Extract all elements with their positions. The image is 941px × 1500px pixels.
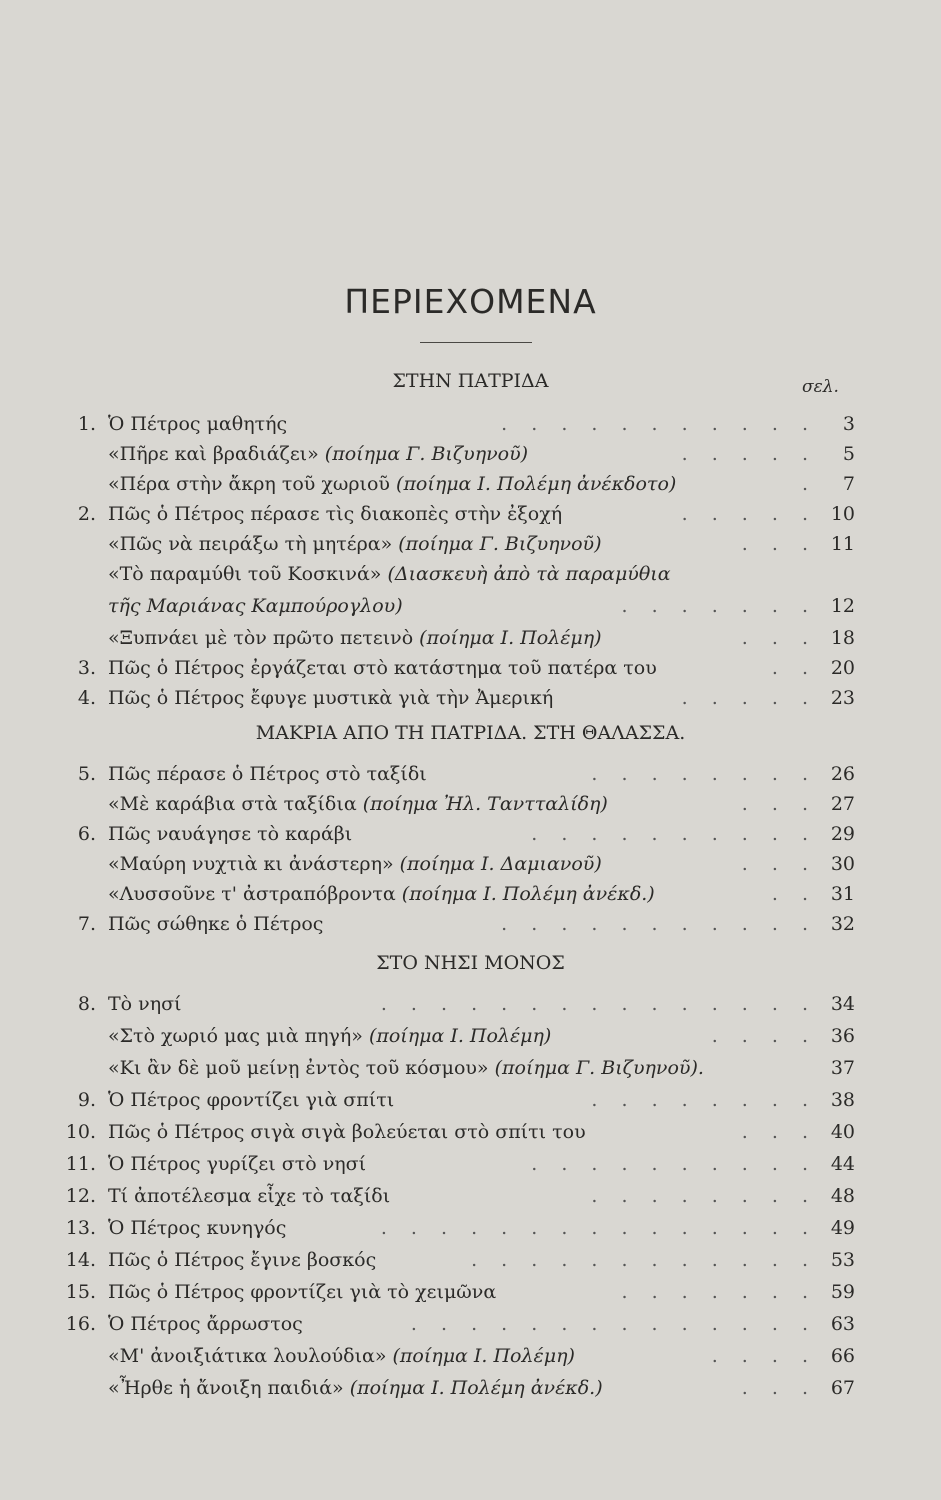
dot-leader: . . . — [741, 1377, 817, 1399]
entry-page: 32 — [830, 913, 855, 935]
entry-title: «Μὲ καράβια στὰ ταξίδια (ποίημα Ἠλ. Ταντταλίδη) — [108, 793, 608, 815]
entry-page: 40 — [830, 1121, 855, 1143]
entry-page: 34 — [830, 993, 855, 1015]
entry-title: «Πῆρε καὶ βραδιάζει» (ποίημα Γ. Βιζυηνοῦ) — [108, 443, 529, 465]
entry-number: 13. — [65, 1217, 96, 1239]
entry-number: 15. — [65, 1281, 96, 1303]
entry-page: 53 — [830, 1249, 855, 1271]
toc-entry[interactable] — [77, 1086, 855, 1114]
dot-leader: . . . . . . . . . . . — [501, 913, 817, 935]
entry-title: Πῶς ὁ Πέτρος σιγὰ σιγὰ βολεύεται στὸ σπίτι του — [108, 1121, 586, 1143]
toc-entry[interactable] — [77, 410, 855, 438]
dot-leader: . . . . . . . — [621, 1281, 817, 1303]
entry-page: 66 — [830, 1345, 855, 1367]
page-title: ΠΕΡΙΕΧΟΜΕΝΑ — [344, 282, 597, 321]
entry-title: Πῶς ὁ Πέτρος ἔγινε βοσκός — [108, 1249, 377, 1271]
entry-number: 14. — [65, 1249, 96, 1271]
entry-title: Πῶς σώθηκε ὁ Πέτρος — [108, 913, 324, 935]
entry-page: 49 — [830, 1217, 855, 1239]
dot-leader: . — [801, 473, 817, 495]
entry-title: Πῶς ὁ Πέτρος φροντίζει γιὰ τὸ χειμῶνα — [108, 1281, 497, 1303]
toc-entry[interactable] — [65, 1150, 855, 1178]
toc-entry[interactable] — [100, 440, 855, 468]
dot-leader: . . . — [741, 1121, 817, 1143]
toc-entry[interactable] — [77, 910, 855, 938]
entry-title: Ὁ Πέτρος φροντίζει γιὰ σπίτι — [108, 1089, 395, 1111]
entry-page: 48 — [830, 1185, 855, 1207]
dot-leader: . . . . . . . . — [591, 763, 817, 785]
entry-number: 6. — [77, 823, 96, 845]
toc-entry[interactable] — [100, 880, 855, 908]
entry-page: 30 — [830, 853, 855, 875]
toc-entry[interactable] — [100, 790, 855, 818]
entry-number: 12. — [65, 1185, 96, 1207]
entry-title: Πῶς ὁ Πέτρος ἐργάζεται στὸ κατάστημα τοῦ πατέρα του — [108, 657, 657, 679]
entry-title: Πῶς ὁ Πέτρος πέρασε τὶς διακοπὲς στὴν ἐξοχή — [108, 503, 563, 525]
toc-entry[interactable] — [100, 624, 855, 652]
toc-entry[interactable] — [77, 654, 855, 682]
entry-title: «Ξυπνάει μὲ τὸν πρῶτο πετεινὸ (ποίημα Ι. Πολέμη) — [108, 627, 602, 649]
toc-entry[interactable] — [100, 1022, 855, 1050]
entry-page: 10 — [830, 503, 855, 525]
toc-entry[interactable] — [77, 760, 855, 788]
entry-page: 27 — [830, 793, 855, 815]
entry-number: 7. — [77, 913, 96, 935]
entry-number: 2. — [77, 503, 96, 525]
toc-entry[interactable] — [100, 470, 855, 498]
dot-leader: . . — [771, 657, 817, 679]
entry-number: 9. — [77, 1089, 96, 1111]
entry-number: 11. — [65, 1153, 96, 1175]
entry-page: 5 — [842, 443, 855, 465]
entry-title: «Στὸ χωριό μας μιὰ πηγή» (ποίημα Ι. Πολέμη) — [108, 1025, 552, 1047]
entry-page: 29 — [830, 823, 855, 845]
dot-leader: . . . . . . . . . . — [531, 1153, 817, 1175]
dot-leader: . . . . . . . . . . . . . . — [410, 1313, 817, 1335]
dot-leader: . . . — [741, 533, 817, 555]
toc-entry[interactable] — [100, 560, 855, 588]
toc-entry[interactable] — [100, 530, 855, 558]
section-heading: ΣΤΗΝ ΠΑΤΡΙΔΑ — [392, 370, 549, 392]
dot-leader: . . . . . . . . . . . . — [471, 1249, 817, 1271]
entry-page: 23 — [830, 687, 855, 709]
entry-page: 67 — [830, 1377, 855, 1399]
entry-number: 3. — [77, 657, 96, 679]
toc-entry[interactable] — [65, 1182, 855, 1210]
entry-title: «Πῶς νὰ πειράξω τὴ μητέρα» (ποίημα Γ. Βιζυηνοῦ) — [108, 533, 602, 555]
dot-leader: . . . . . — [681, 503, 817, 525]
title-rule — [420, 342, 532, 343]
entry-number: 10. — [65, 1121, 96, 1143]
dot-leader: . . . . . . . . — [591, 1185, 817, 1207]
dot-leader: . . . . . — [681, 443, 817, 465]
section-heading: ΣΤΟ ΝΗΣΙ ΜΟΝΟΣ — [376, 952, 565, 974]
toc-entry[interactable] — [77, 990, 855, 1018]
entry-page: 38 — [830, 1089, 855, 1111]
entry-page: 11 — [830, 533, 855, 555]
toc-entry[interactable] — [65, 1118, 855, 1146]
dot-leader: . . . . . . . . . . . . . . . — [380, 1217, 817, 1239]
dot-leader: . . . . — [711, 1345, 817, 1367]
entry-page: 12 — [830, 595, 855, 617]
dot-leader: . . . — [741, 853, 817, 875]
toc-entry[interactable] — [65, 1246, 855, 1274]
entry-title: Πῶς ὁ Πέτρος ἔφυγε μυστικὰ γιὰ τὴν Ἀμερική — [108, 687, 554, 709]
entry-title: Ὁ Πέτρος ἄρρωστος — [108, 1313, 303, 1335]
entry-page: 26 — [830, 763, 855, 785]
entry-title: «Μ' ἀνοιξιάτικα λουλούδια» (ποίημα Ι. Πολέμη) — [108, 1345, 575, 1367]
toc-entry[interactable] — [100, 850, 855, 878]
entry-title: Ὁ Πέτρος κυνηγός — [108, 1217, 287, 1239]
entry-title: «Μαύρη νυχτιὰ κι ἀνάστερη» (ποίημα Ι. Δαμιανοῦ) — [108, 853, 602, 875]
dot-leader: . . . . . . . . — [591, 1089, 817, 1111]
dot-leader: . . . — [741, 627, 817, 649]
entry-title: Ὁ Πέτρος γυρίζει στὸ νησί — [108, 1153, 367, 1175]
dot-leader: . . . . . . . . . . . — [501, 413, 817, 435]
toc-entry[interactable] — [65, 1310, 855, 1338]
dot-leader: . . — [771, 883, 817, 905]
entry-number: 4. — [77, 687, 96, 709]
dot-leader: . . . . . . . . . . . . . . . — [380, 993, 817, 1015]
entry-page: 63 — [830, 1313, 855, 1335]
entry-page: 20 — [830, 657, 855, 679]
entry-title: Τί ἀποτέλεσμα εἶχε τὸ ταξίδι — [108, 1185, 391, 1207]
entry-title: «Πέρα στὴν ἄκρη τοῦ χωριοῦ (ποίημα Ι. Πολέμη ἀνέκδοτο) — [108, 473, 677, 495]
entry-page: 7 — [842, 473, 855, 495]
entry-title: Τὸ νησί — [108, 993, 182, 1015]
entry-number: 5. — [77, 763, 96, 785]
entry-page: 18 — [830, 627, 855, 649]
dot-leader: . . . . . — [681, 687, 817, 709]
entry-number: 8. — [77, 993, 96, 1015]
entry-page: 37 — [830, 1057, 855, 1079]
section-heading: ΜΑΚΡΙΑ ΑΠΟ ΤΗ ΠΑΤΡΙΔΑ. ΣΤΗ ΘΑΛΑΣΣΑ. — [255, 722, 686, 744]
entry-title: τῆς Μαριάνας Καμπούρογλου) — [108, 595, 403, 617]
entry-number: 1. — [77, 413, 96, 435]
toc-entry[interactable] — [100, 592, 855, 620]
entry-page: 44 — [830, 1153, 855, 1175]
dot-leader: . . . . . . . — [621, 595, 817, 617]
toc-entry[interactable] — [65, 1278, 855, 1306]
toc-entry[interactable] — [65, 1214, 855, 1242]
entry-title: Ὁ Πέτρος μαθητής — [108, 413, 288, 435]
entry-page: 3 — [842, 413, 855, 435]
entry-title: Πῶς ναυάγησε τὸ καράβι — [108, 823, 353, 845]
entry-title: «Τὸ παραμύθι τοῦ Κοσκινά» (Διασκευὴ ἀπὸ τὰ παραμύθια — [108, 563, 671, 585]
entry-page: 31 — [830, 883, 855, 905]
toc-entry[interactable] — [77, 500, 855, 528]
entry-page: 36 — [830, 1025, 855, 1047]
entry-title: Πῶς πέρασε ὁ Πέτρος στὸ ταξίδι — [108, 763, 427, 785]
dot-leader: . . . . . . . . . . — [531, 823, 817, 845]
entry-title: «Κι ἂν δὲ μοῦ μείνῃ ἐντὸς τοῦ κόσμου» (ποίημα Γ. Βιζυηνοῦ). — [108, 1057, 704, 1079]
entry-number: 16. — [65, 1313, 96, 1335]
toc-entry[interactable] — [100, 1054, 855, 1082]
dot-leader: . . . . — [711, 1025, 817, 1047]
toc-entry[interactable] — [77, 820, 855, 848]
toc-entry[interactable] — [100, 1342, 855, 1370]
entry-title: «Ἦρθε ἡ ἄνοιξη παιδιά» (ποίημα Ι. Πολέμη ἀνέκδ.) — [108, 1377, 603, 1399]
entry-title: «Λυσσοῦνε τ' ἀστραπόβροντα (ποίημα Ι. Πολέμη ἀνέκδ.) — [108, 883, 655, 905]
page-column-label: σελ. — [802, 377, 839, 397]
entry-page: 59 — [830, 1281, 855, 1303]
toc-entry[interactable] — [100, 1374, 855, 1402]
dot-leader: . . . — [741, 793, 817, 815]
toc-entry[interactable] — [77, 684, 855, 712]
